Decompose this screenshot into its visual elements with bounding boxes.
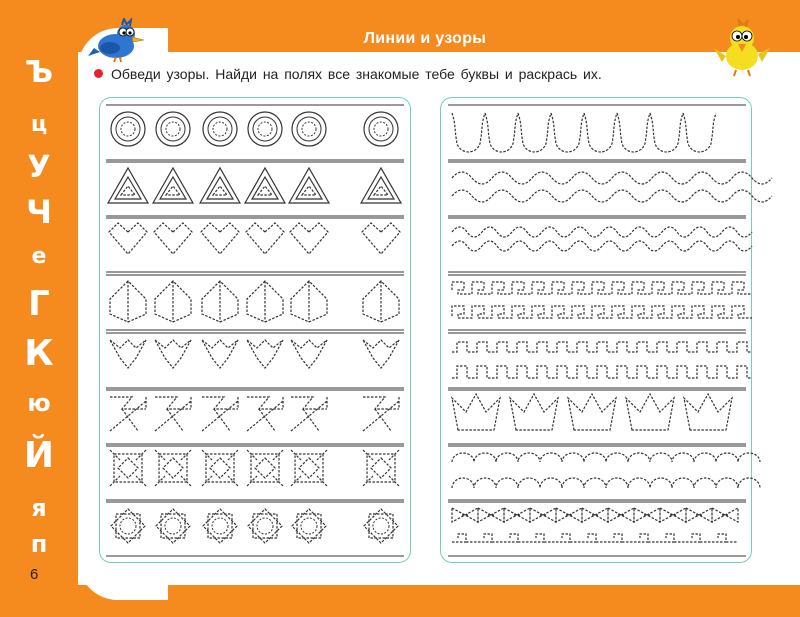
square-pattern	[110, 450, 146, 486]
chair-pattern	[155, 397, 191, 431]
chair-pattern	[291, 397, 327, 431]
tulip-pattern	[202, 340, 238, 368]
scallop-pattern	[452, 453, 760, 462]
sidebar-letter: К	[24, 333, 54, 374]
star-pattern	[120, 518, 136, 534]
sidebar-letter: ц	[30, 112, 48, 137]
leaf-pattern	[202, 281, 238, 322]
battlement-pattern	[452, 366, 752, 378]
tulip-pattern	[247, 340, 283, 368]
heart-pattern	[246, 223, 284, 254]
triangle-pattern	[368, 177, 394, 199]
square-pattern	[363, 450, 399, 486]
triangle-pattern	[374, 186, 388, 195]
circle-pattern	[166, 122, 180, 136]
sidebar-letter: е	[31, 244, 47, 269]
circle-pattern	[369, 117, 393, 141]
square-pattern	[202, 450, 238, 486]
chair-pattern	[202, 397, 238, 431]
tulip-pattern	[291, 340, 327, 368]
circle-pattern	[297, 117, 321, 141]
wave-pattern	[452, 241, 752, 251]
circle-pattern	[161, 117, 185, 141]
wave-pattern	[452, 190, 772, 202]
star-pattern	[165, 518, 181, 534]
tulip-pattern	[363, 340, 399, 368]
square-pattern	[155, 450, 191, 486]
page-title: Линии и узоры	[363, 30, 487, 47]
heart-pattern	[290, 223, 328, 254]
chair-pattern	[363, 397, 399, 431]
triangle-pattern	[245, 168, 285, 203]
triangle-pattern	[153, 168, 193, 203]
leaf-pattern	[110, 281, 146, 322]
circle-pattern	[121, 122, 135, 136]
sidebar-letter: я	[31, 494, 47, 522]
meander-pattern	[452, 282, 752, 294]
star-pattern	[257, 518, 273, 534]
triangle-pattern	[296, 177, 322, 199]
sidebar-letter: ю	[27, 389, 51, 417]
wave-pattern	[452, 227, 752, 237]
circle-pattern	[116, 117, 140, 141]
bow-pattern	[452, 508, 738, 522]
circle-pattern	[208, 117, 232, 141]
square-pattern	[247, 450, 283, 486]
wave-pattern	[452, 172, 772, 184]
circle-pattern	[374, 122, 388, 136]
triangle-pattern	[115, 177, 141, 199]
heart-pattern	[109, 223, 147, 254]
teardrop-pattern	[452, 113, 716, 152]
crown-pattern	[452, 394, 732, 430]
circle-pattern	[213, 122, 227, 136]
sidebar-letter: Ч	[26, 193, 52, 231]
circle-pattern	[302, 122, 316, 136]
leaf-pattern	[247, 281, 283, 322]
triangle-pattern	[121, 186, 135, 195]
battlement-pattern	[452, 342, 752, 352]
triangle-pattern	[289, 168, 329, 203]
hook-pattern	[452, 534, 738, 542]
scallop-pattern	[452, 478, 760, 488]
sidebar-letter: Ъ	[24, 55, 54, 90]
star-pattern	[301, 518, 317, 534]
instruction-label: Обведи узоры. Найди на полях все знакомые тебе буквы и раскрась их.	[111, 66, 602, 82]
sidebar-letter: п	[30, 530, 48, 558]
heart-pattern	[201, 223, 239, 254]
sidebar-letter: Г	[28, 284, 50, 324]
triangle-pattern	[207, 177, 233, 199]
star-pattern	[212, 518, 228, 534]
square-pattern	[291, 450, 327, 486]
triangle-pattern	[166, 186, 180, 195]
leaf-pattern	[363, 281, 399, 322]
tulip-pattern	[110, 340, 146, 368]
triangle-pattern	[361, 168, 401, 203]
leaf-pattern	[291, 281, 327, 322]
triangle-pattern	[160, 177, 186, 199]
triangle-pattern	[302, 186, 316, 195]
triangle-pattern	[258, 186, 272, 195]
tulip-pattern	[155, 340, 191, 368]
circle-pattern	[253, 117, 277, 141]
leaf-pattern	[155, 281, 191, 322]
triangle-pattern	[252, 177, 278, 199]
heart-pattern	[154, 223, 192, 254]
triangle-pattern	[200, 168, 240, 203]
sidebar-letter: У	[27, 150, 51, 185]
heart-pattern	[362, 223, 400, 254]
circle-pattern	[258, 122, 272, 136]
chair-pattern	[247, 397, 283, 431]
chair-pattern	[110, 397, 146, 431]
triangle-pattern	[108, 168, 148, 203]
triangle-pattern	[213, 186, 227, 195]
sidebar-letter: Й	[23, 435, 55, 476]
meander-pattern	[452, 306, 752, 318]
page-number: 6	[30, 566, 39, 583]
star-pattern	[373, 518, 389, 534]
